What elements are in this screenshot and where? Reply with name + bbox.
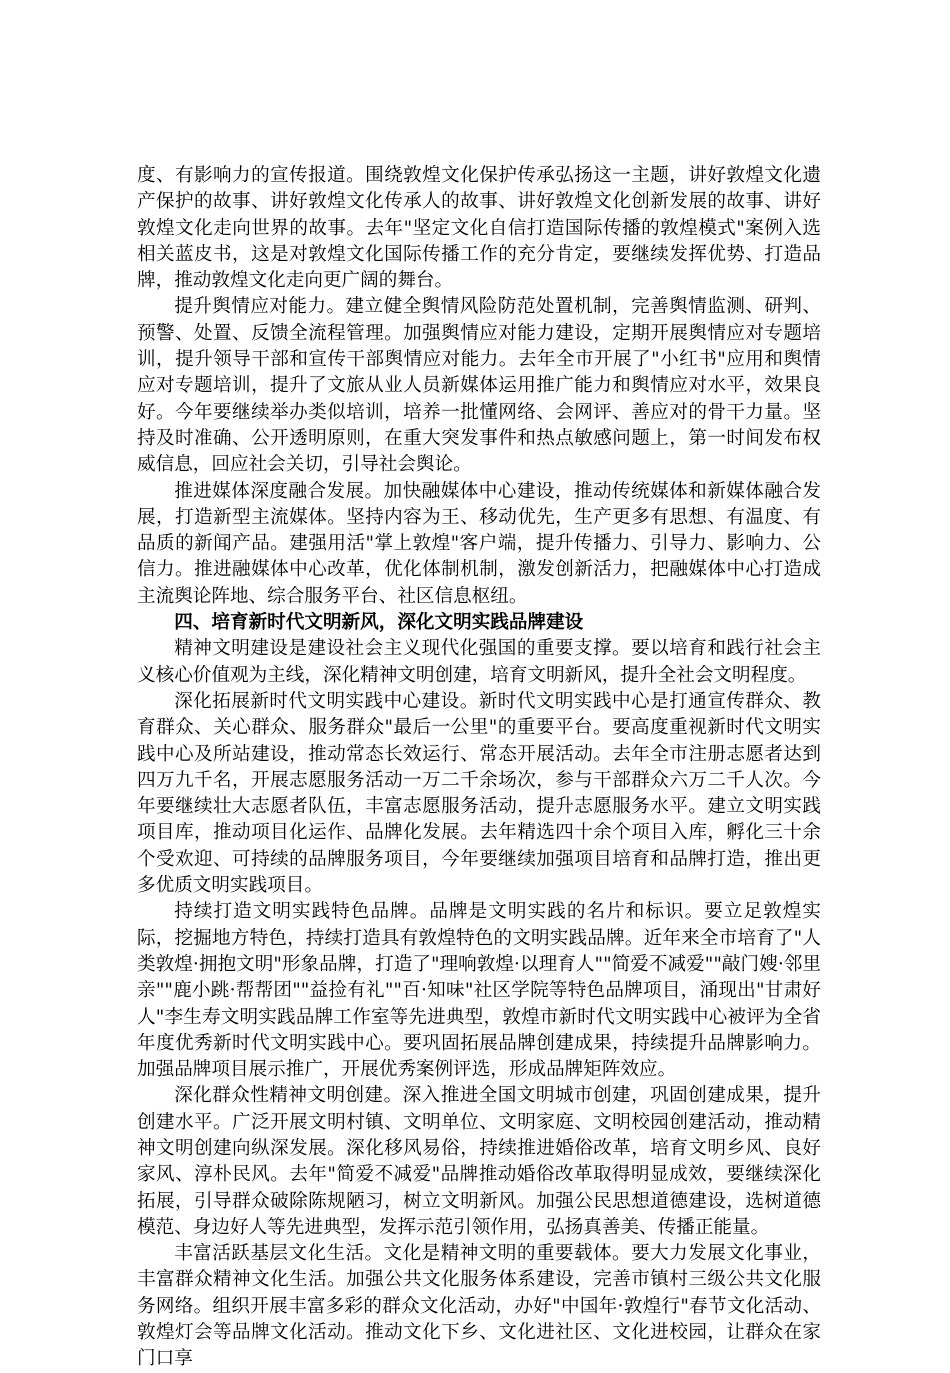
document-page xyxy=(137,163,821,1373)
paragraph-public-opinion: 提升舆情应对能力。建立健全舆情风险防范处置机制，完善舆情监测、研判、预警、处置、反馈全流程管理。加强舆情应对能力建设，定期开展舆情应对专题培训，提升领导干部和宣传干部舆情应对能力。去年全市开展了"小红书"应用和舆情应对专题培训，提升了文旅从业人员新媒体运用推广能力和舆情应对水平，效果良好。今年要继续举办类似培训，培养一批懂网络、会网评、善应对的骨干力量。坚持及时准确、公开透明原则，在重大突发事件和热点敏感问题上，第一时间发布权威信息，回应社会关切，引导社会舆论。 xyxy=(137,296,821,476)
paragraph-grassroots-culture: 丰富活跃基层文化生活。文化是精神文明的重要载体。要大力发展文化事业，丰富群众精神文化生活。加强公共文化服务体系建设，完善市镇村三级公共文化服务网络。组织开展丰富多彩的群众文化活动，办好"中国年·敦煌行"春节文化活动、敦煌灯会等品牌文化活动。推动文化下乡、文化进社区、文化进校园，让群众在家门口享 xyxy=(137,1243,821,1370)
paragraph-practice-center: 深化拓展新时代文明实践中心建设。新时代文明实践中心是打通宣传群众、教育群众、关心群众、服务群众"最后一公里"的重要平台。要高度重视新时代文明实践中心及所站建设，推动常态长效运行、常态开展活动。去年全市注册志愿者达到四万九千名，开展志愿服务活动一万二千余场次，参与干部群众六万二千人次。今年要继续壮大志愿者队伍，丰富志愿服务活动，提升志愿服务水平。建立文明实践项目库，推动项目化运作、品牌化发展。去年精选四十余个项目入库，孵化三十余个受欢迎、可持续的品牌服务项目，今年要继续加强项目培育和品牌打造，推出更多优质文明实践项目。 xyxy=(137,690,821,897)
section-heading: 四、培育新时代文明新风，深化文明实践品牌建设 xyxy=(174,612,584,634)
paragraph-spiritual-civilization: 精神文明建设是建设社会主义现代化强国的重要支撑。要以培育和践行社会主义核心价值观为主线，深化精神文明创建，培育文明新风，提升全社会文明程度。 xyxy=(137,638,821,686)
paragraph-media-fusion: 推进媒体深度融合发展。加快融媒体中心建设，推动传统媒体和新媒体融合发展，打造新型主流媒体。坚持内容为王、移动优先，生产更多有思想、有温度、有品质的新闻产品。建强用活"掌上敦煌"客户端，提升传播力、引导力、影响力、公信力。推进融媒体中心改革，优化体制机制，激发创新活力，把融媒体中心打造成主流舆论阵地、综合服务平台、社区信息枢纽。 xyxy=(137,480,821,607)
paragraph-practice-brand: 持续打造文明实践特色品牌。品牌是文明实践的名片和标识。要立足敦煌实际，挖掘地方特色，持续打造具有敦煌特色的文明实践品牌。近年来全市培育了"人类敦煌·拥抱文明"形象品牌，打造了"理响敦煌·以理育人""简爱不减爱""敲门嫂·邻里亲""鹿小跳·帮帮团""益捡有礼""百·知味"社区学院等特色品牌项目，涌现出"甘肃好人"李生寿文明实践品牌工作室等先进典型，敦煌市新时代文明实践中心被评为全省年度优秀新时代文明实践中心。要巩固拓展品牌创建成果，持续提升品牌影响力。加强品牌项目展示推广，开展优秀案例评选，形成品牌矩阵效应。 xyxy=(137,901,821,1081)
paragraph-continuation: 度、有影响力的宣传报道。围绕敦煌文化保护传承弘扬这一主题，讲好敦煌文化遗产保护的故事、讲好敦煌文化传承人的故事、讲好敦煌文化创新发展的故事、讲好敦煌文化走向世界的故事。去年"坚定文化自信打造国际传播的敦煌模式"案例入选相关蓝皮书，这是对敦煌文化国际传播工作的充分肯定，要继续发挥优势、打造品牌，推动敦煌文化走向更广阔的舞台。 xyxy=(137,165,821,292)
paragraph-mass-creation: 深化群众性精神文明创建。深入推进全国文明城市创建，巩固创建成果，提升创建水平。广泛开展文明村镇、文明单位、文明家庭、文明校园创建活动，推动精神文明创建向纵深发展。深化移风易俗，持续推进婚俗改革，培育文明乡风、良好家风、淳朴民风。去年"简爱不减爱"品牌推动婚俗改革取得明显成效，要继续深化拓展，引导群众破除陈规陋习，树立文明新风。加强公民思想道德建设，选树道德模范、身边好人等先进典型，发挥示范引领作用，弘扬真善美、传播正能量。 xyxy=(137,1085,821,1238)
